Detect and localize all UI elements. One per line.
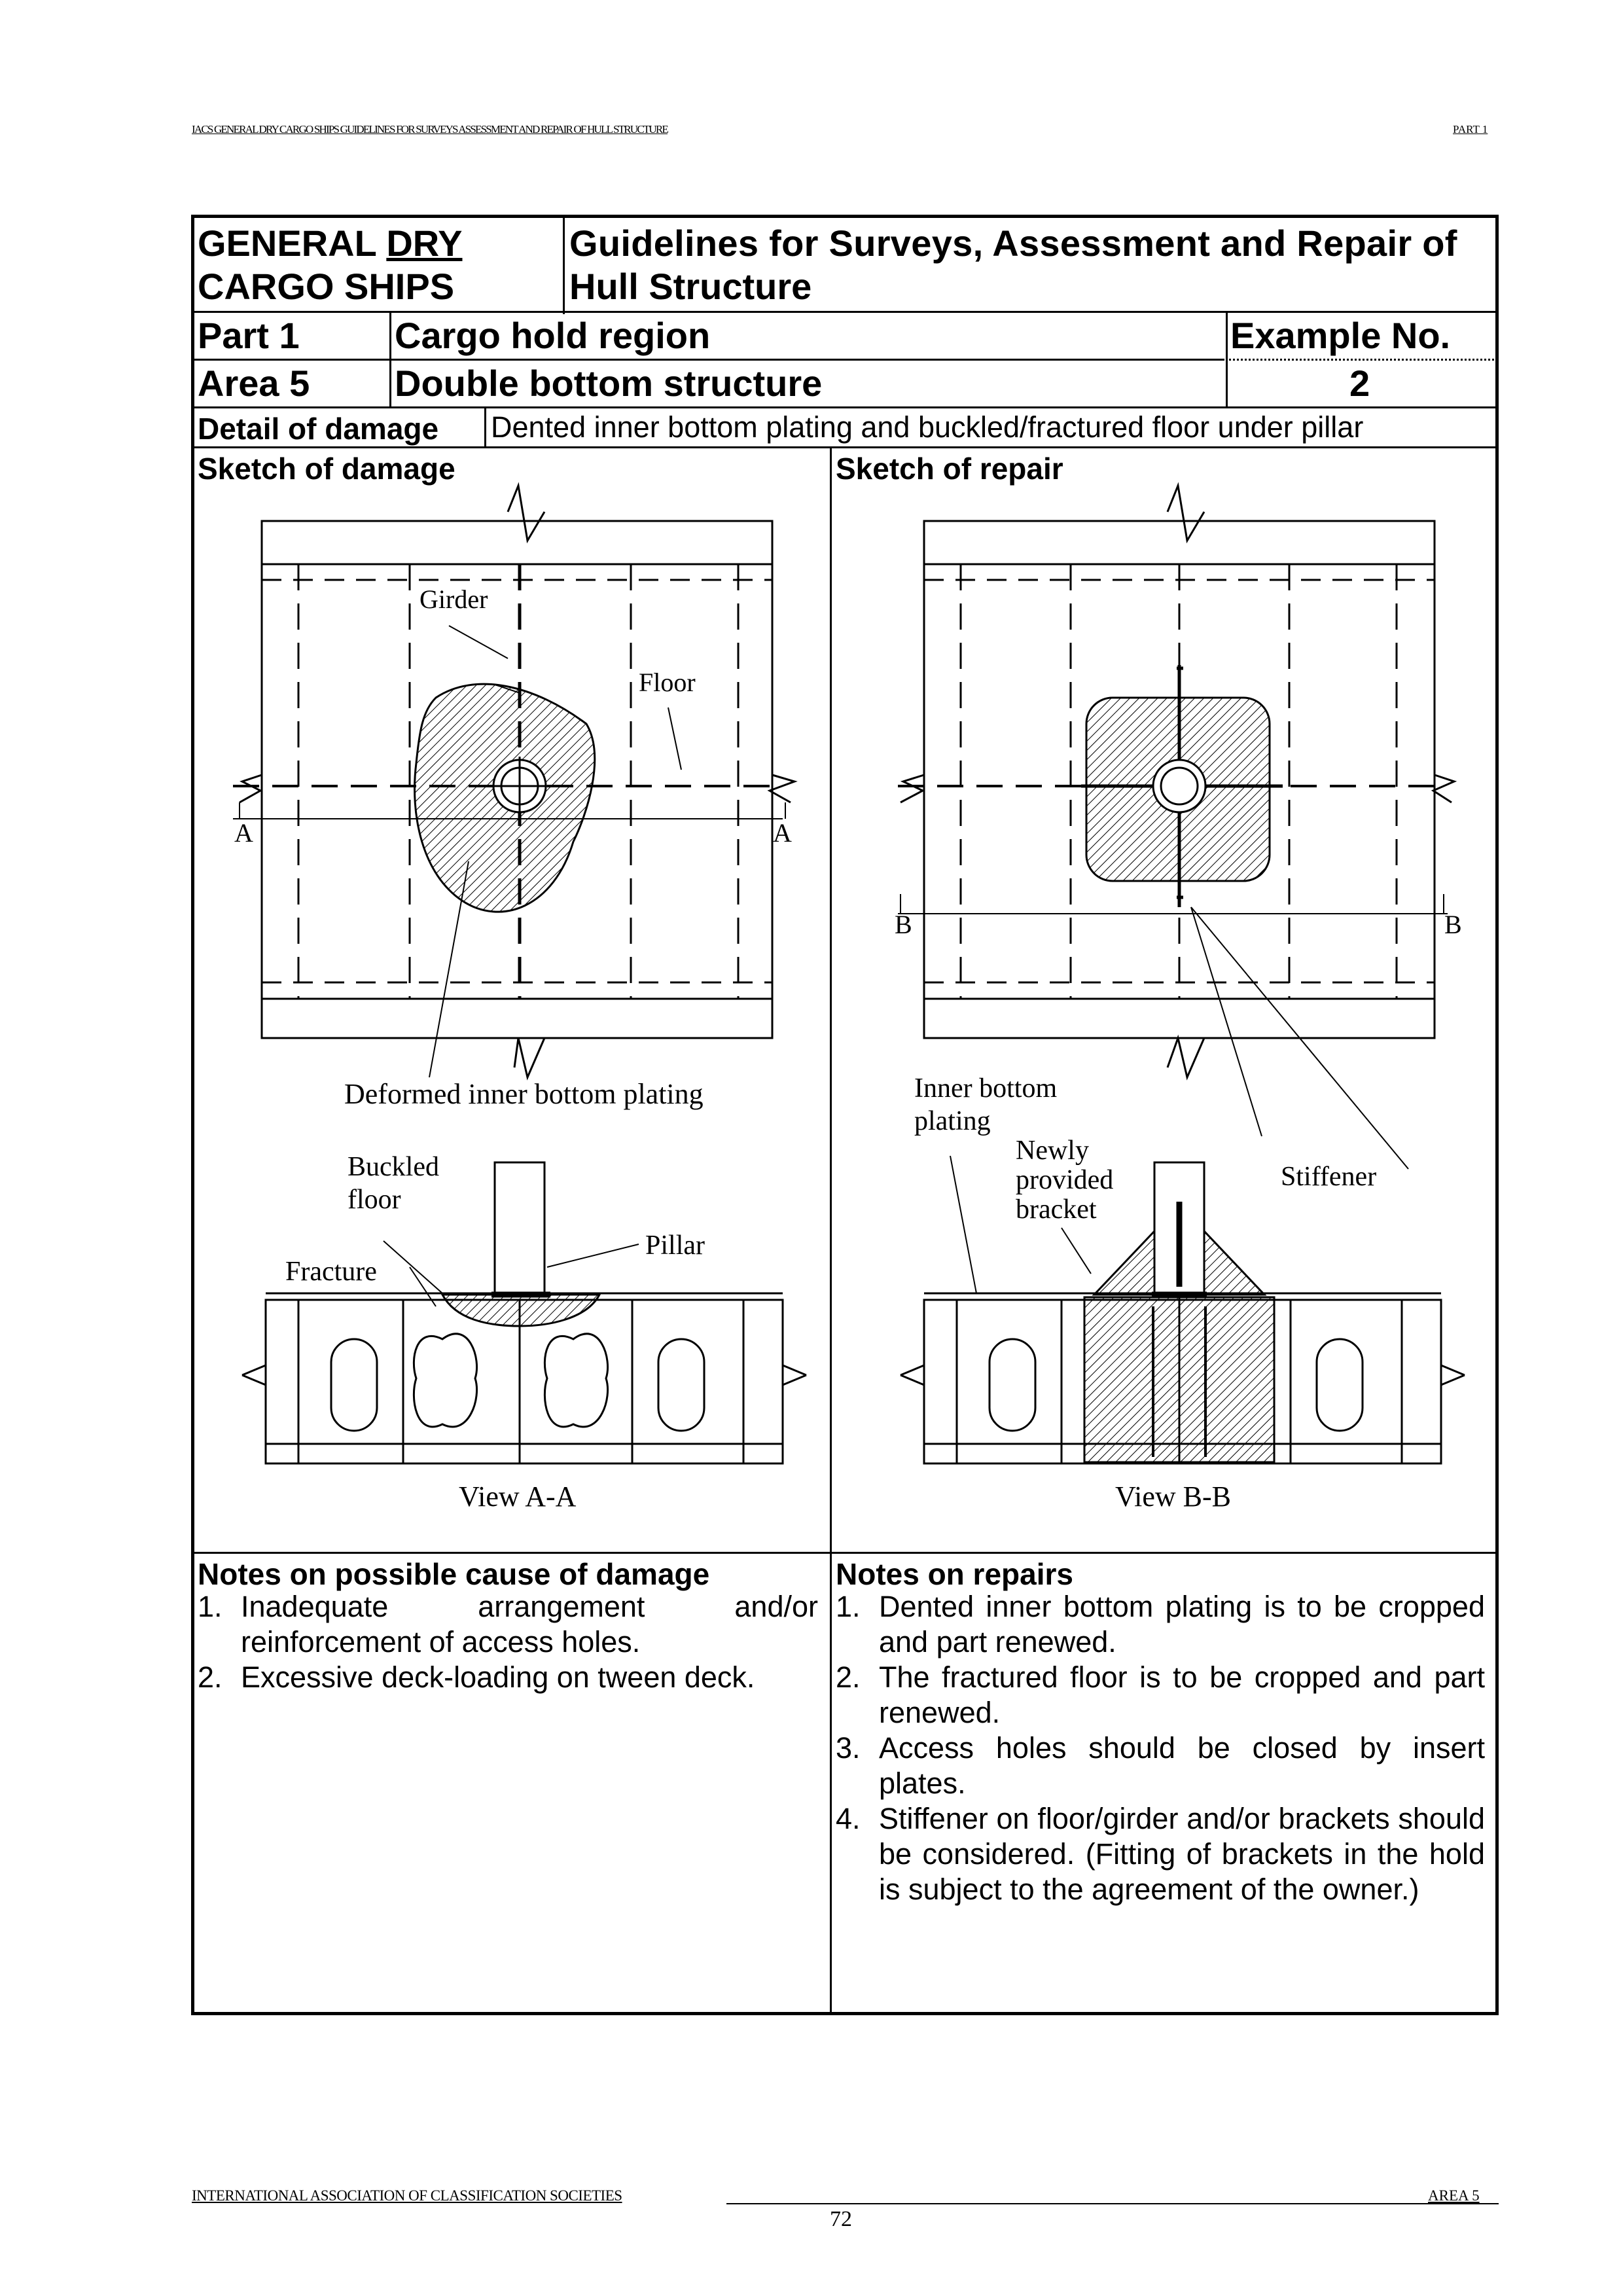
detail-value: Dented inner bottom plating and buckled/fractured floor under pillar: [491, 410, 1364, 444]
section-mark-right: B: [1444, 910, 1462, 939]
divider: [830, 446, 832, 2013]
notes-repair-list: [836, 1589, 1485, 1907]
view-bb-label: View B-B: [1115, 1480, 1232, 1513]
example-number: 2: [1349, 363, 1370, 404]
ship-type-title: GENERAL DRY: [198, 223, 463, 264]
inner-bottom-label-2: plating: [914, 1106, 991, 1136]
area-label: Area 5: [198, 363, 310, 404]
list-item: 2. Excessive deck-loading on tween deck.: [198, 1660, 755, 1694]
fracture-label: Fracture: [285, 1257, 377, 1287]
sketch-damage-label: Sketch of damage: [198, 452, 455, 486]
list-item: 1. Inadequate arrangement and/or reinforcement of access holes.: [198, 1590, 818, 1659]
example-label: Example No.: [1230, 315, 1451, 356]
divider: [192, 446, 1497, 448]
divider: [192, 311, 1497, 313]
footer-area: AREA 5: [1428, 2187, 1480, 2204]
newly-bracket-label: Newly: [1016, 1136, 1089, 1166]
guideline-title: Guidelines for Surveys, Assessment and Repair of: [569, 223, 1457, 264]
damage-sketch-drawing: [194, 449, 829, 1549]
list-item: 1. Dented inner bottom plating is to be cropped and part renewed.: [836, 1590, 1485, 1659]
list-item: 2. The fractured floor is to be cropped and part renewed.: [836, 1660, 1485, 1729]
list-item: 3. Access holes should be closed by insert plates.: [836, 1731, 1485, 1800]
floor-label: Floor: [639, 668, 696, 697]
section-mark-left: A: [234, 818, 253, 848]
section-mark-left: B: [895, 910, 912, 939]
buckled-label-2: floor: [348, 1185, 401, 1215]
girder-label: Girder: [419, 584, 488, 614]
view-aa-label: View A-A: [459, 1480, 577, 1513]
divider: [563, 216, 565, 314]
newly-bracket-label-2: provided: [1016, 1165, 1114, 1195]
buckled-label: Buckled: [348, 1152, 439, 1182]
detail-label: Detail of damage: [198, 412, 439, 446]
inner-bottom-label: Inner bottom: [914, 1073, 1058, 1103]
ship-type-title-line2: CARGO SHIPS: [198, 266, 455, 307]
stiffener-label: Stiffener: [1281, 1162, 1377, 1192]
list-item: 4. Stiffener on floor/girder and/or brackets should be considered. (Fitting of brackets in the hold is subject to the agreement of the owner.): [836, 1802, 1485, 1906]
running-header-part: PART 1: [1453, 123, 1488, 135]
divider: [484, 406, 486, 447]
footer-rule: [726, 2203, 1499, 2204]
running-header-title: IACS GENERAL DRY CARGO SHIPS GUIDELINES FOR SURVEYS ASSESSMENT AND REPAIR OF HULL STRUCTURE: [192, 123, 668, 135]
divider: [192, 1552, 1497, 1554]
part-value: Cargo hold region: [395, 315, 711, 356]
page-number: 72: [830, 2207, 852, 2231]
guideline-title-line2: Hull Structure: [569, 266, 812, 307]
divider: [1226, 359, 1497, 361]
divider: [192, 406, 1497, 408]
newly-bracket-label-3: bracket: [1016, 1194, 1097, 1225]
repair-sketch-drawing: [832, 449, 1497, 1549]
notes-cause-title: Notes on possible cause of damage: [198, 1557, 710, 1591]
area-value: Double bottom structure: [395, 363, 823, 404]
notes-cause-list: [198, 1589, 818, 1695]
part-label: Part 1: [198, 315, 300, 356]
divider: [192, 359, 1224, 361]
section-mark-right: A: [773, 818, 792, 848]
footer-organisation: INTERNATIONAL ASSOCIATION OF CLASSIFICATION SOCIETIES: [192, 2187, 622, 2204]
deformed-label: Deformed inner bottom plating: [344, 1078, 704, 1110]
sketch-repair-label: Sketch of repair: [836, 452, 1063, 486]
notes-repair-title: Notes on repairs: [836, 1557, 1073, 1591]
pillar-label: Pillar: [645, 1230, 705, 1261]
